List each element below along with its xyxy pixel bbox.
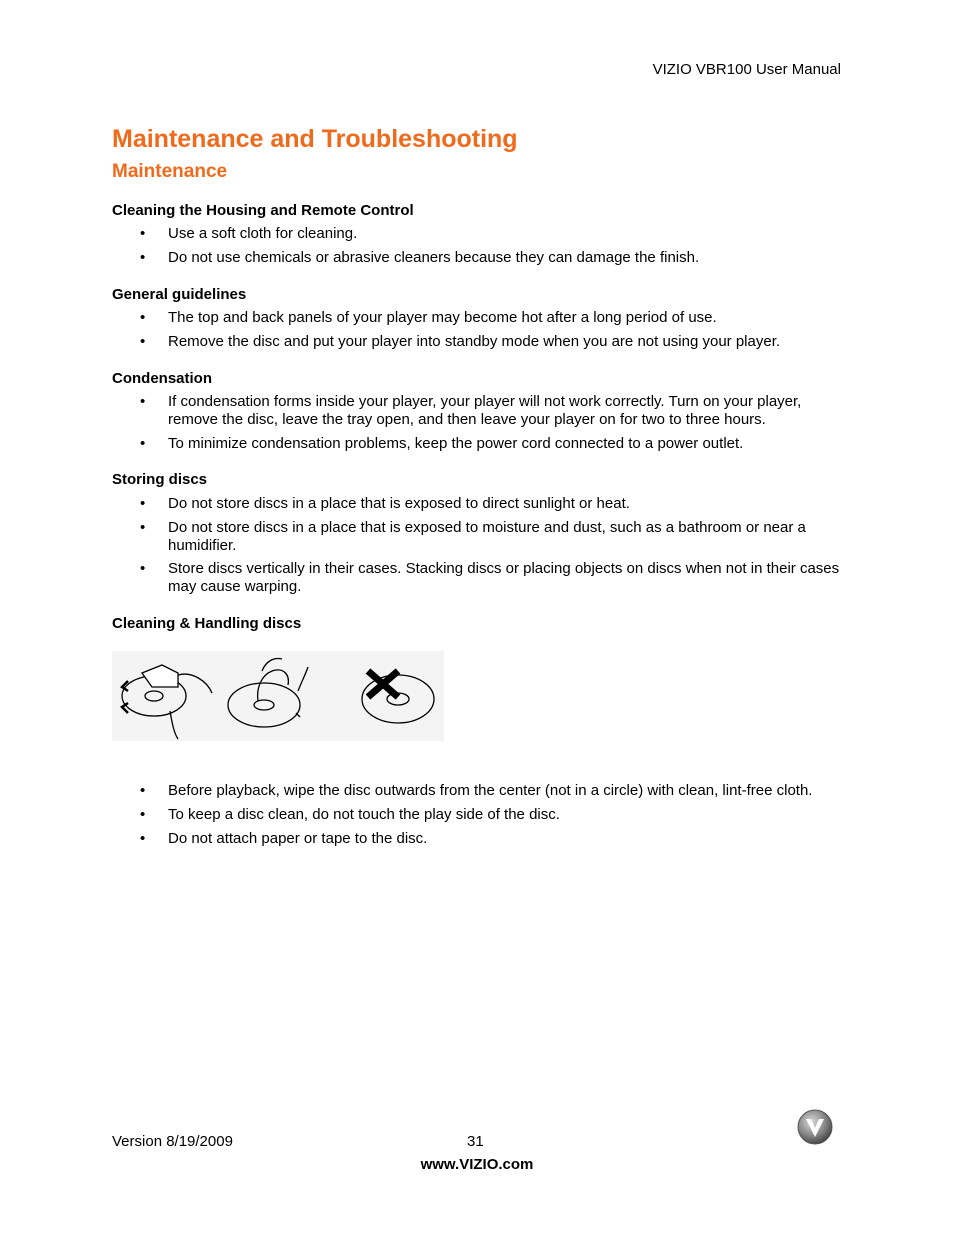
subheading-cleaning-housing: Cleaning the Housing and Remote Control — [112, 202, 414, 219]
subheading-cleaning-handling-discs: Cleaning & Handling discs — [112, 615, 302, 632]
list-item-text: Do not use chemicals or abrasive cleaners because they can damage the finish. — [168, 249, 700, 266]
subheading-storing-discs: Storing discs — [112, 471, 208, 488]
page-number: 31 — [467, 1133, 484, 1150]
bullet: • — [140, 782, 146, 799]
bullet: • — [140, 309, 146, 326]
bullet: • — [140, 435, 146, 452]
vizio-logo-icon — [797, 1109, 833, 1145]
bullet: • — [140, 495, 146, 512]
section-heading: Maintenance — [112, 161, 228, 182]
bullet: • — [140, 519, 146, 536]
list-item-text: Use a soft cloth for cleaning. — [168, 225, 358, 242]
bullet: • — [140, 806, 146, 823]
website-link[interactable]: www.VIZIO.com — [420, 1156, 534, 1173]
subheading-general-guidelines: General guidelines — [112, 286, 247, 303]
subheading-condensation: Condensation — [112, 370, 212, 387]
list-item-text: To keep a disc clean, do not touch the play side of the disc. — [168, 806, 560, 823]
bullet: • — [140, 225, 146, 242]
list-item-text: If condensation forms inside your player, your player will not work correctly. Turn on your player, remove the disc, leave the tray open, and then leave your player on for two to three hours. — [168, 393, 802, 428]
list-item-text: To minimize condensation problems, keep the power cord connected to a power outlet. — [168, 435, 744, 452]
manual-title: VIZIO VBR100 User Manual — [652, 61, 841, 78]
bullet: • — [140, 830, 146, 847]
list-item-text: Do not attach paper or tape to the disc. — [168, 830, 428, 847]
list-item-text: Store discs vertically in their cases. Stacking discs or placing objects on discs when not in their cases may cause warping. — [168, 560, 840, 595]
bullet: • — [140, 249, 146, 266]
list-item-text: The top and back panels of your player may become hot after a long period of use. — [168, 309, 717, 326]
bullet: • — [140, 333, 146, 350]
version-label: Version 8/19/2009 — [112, 1133, 233, 1150]
disc-handling-illustration — [112, 651, 444, 741]
page-title: Maintenance and Troubleshooting — [112, 125, 518, 153]
list-item-text: Remove the disc and put your player into standby mode when you are not using your player. — [168, 333, 781, 350]
bullet: • — [140, 560, 146, 577]
list-item-text: Do not store discs in a place that is exposed to direct sunlight or heat. — [168, 495, 630, 512]
list-item-text: Before playback, wipe the disc outwards from the center (not in a circle) with clean, lint-free cloth. — [168, 782, 813, 799]
list-item-text: Do not store discs in a place that is exposed to moisture and dust, such as a bathroom or near a humidifier. — [168, 519, 806, 554]
bullet: • — [140, 393, 146, 410]
